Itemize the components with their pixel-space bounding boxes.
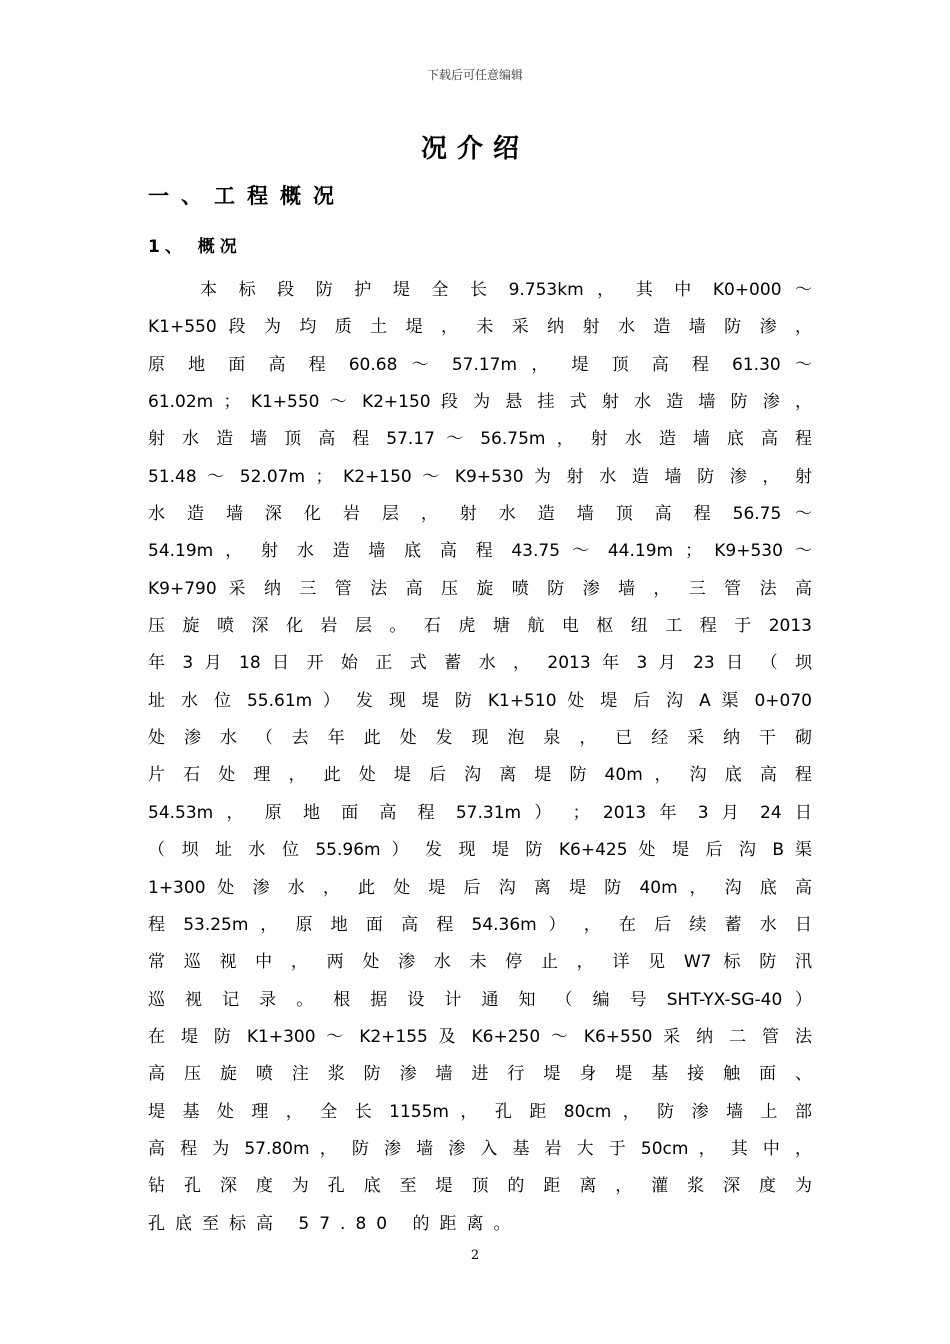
paragraph-line: 在 堤 防 K1+300 ～ K2+155 及 K6+250 ～ K6+550 采 纳 二 管 法	[148, 1026, 812, 1047]
paragraph-line: 孔底至标高 57.80 的距离。	[148, 1213, 521, 1234]
paragraph-line: 年 3 月 18 日 开 始 正 式 蓄 水 ， 2013 年 3 月 23 日 （ 坝	[148, 653, 812, 674]
paragraph-line: K1+550 段 为 均 质 土 堤 ， 未 采 纳 射 水 造 墙 防 渗 ，	[148, 317, 812, 338]
paragraph-line: 高 程 为 57.80m ， 防 渗 墙 渗 入 基 岩 大 于 50cm ， 其 中 ，	[148, 1138, 812, 1159]
section-heading: 一、工程概况	[148, 184, 346, 208]
paragraph-line: 处 渗 水 （ 去 年 此 处 发 现 泡 泉 ， 已 经 采 纳 干 砌	[148, 728, 812, 749]
paragraph-line: 54.53m ， 原 地 面 高 程 57.31m ） ； 2013 年 3 月 24 日	[148, 802, 812, 823]
document-title: 况介绍	[420, 134, 529, 164]
paragraph-line: 堤 基 处 理 ， 全 长 1155m ， 孔 距 80cm ， 防 渗 墙 上 部	[148, 1101, 812, 1122]
paragraph-line: 址 水 位 55.61m ） 发 现 堤 防 K1+510 处 堤 后 沟 A 渠 0+070	[148, 690, 812, 711]
paragraph-line: 本 标 段 防 护 堤 全 长 9.753km ， 其 中 K0+000 ～	[200, 280, 812, 300]
body-paragraph	[148, 272, 812, 1243]
paragraph-line: 射 水 造 墙 顶 高 程 57.17 ～ 56.75m ， 射 水 造 墙 底 高 程	[148, 429, 812, 450]
paragraph-line: 常 巡 视 中 ， 两 处 渗 水 未 停 止 ， 详 见 W7 标 防 汛	[148, 952, 812, 973]
paragraph-line: 原 地 面 高 程 60.68 ～ 57.17m ， 堤 顶 高 程 61.30 ～	[148, 354, 812, 375]
header-note: 下载后可任意编辑	[426, 68, 523, 82]
paragraph-line: 1+300 处 渗 水 ， 此 处 堤 后 沟 离 堤 防 40m ， 沟 底 高	[148, 877, 812, 898]
paragraph-line: 51.48 ～ 52.07m ； K2+150 ～ K9+530 为 射 水 造 墙 防 渗 ， 射	[148, 466, 812, 487]
paragraph-line: 54.19m ， 射 水 造 墙 底 高 程 43.75 ～ 44.19m ； K9+530 ～	[148, 541, 812, 562]
paragraph-line: 巡 视 记 录 。 根 据 设 计 通 知 （ 编 号 SHT-YX-SG-40 ）	[148, 989, 812, 1010]
paragraph-line: 程 53.25m ， 原 地 面 高 程 54.36m ） ， 在 后 续 蓄 水 日	[148, 914, 812, 935]
paragraph-line: 压 旋 喷 深 化 岩 层 。 石 虎 塘 航 电 枢 纽 工 程 于 2013	[148, 616, 813, 637]
paragraph-line: K9+790 采 纳 三 管 法 高 压 旋 喷 防 渗 墙 ， 三 管 法 高	[148, 578, 812, 599]
paragraph-line: （ 坝 址 水 位 55.96m ） 发 现 堤 防 K6+425 处 堤 后 沟 B 渠	[148, 840, 812, 861]
paragraph-line: 水 造 墙 深 化 岩 层 ， 射 水 造 墙 顶 高 程 56.75 ～	[148, 504, 812, 525]
page-number: 2	[470, 1248, 480, 1263]
paragraph-line: 高 压 旋 喷 注 浆 防 渗 墙 进 行 堤 身 堤 基 接 触 面 、	[148, 1064, 812, 1085]
paragraph-line: 片 石 处 理 ， 此 处 堤 后 沟 离 堤 防 40m ， 沟 底 高 程	[148, 765, 812, 786]
sub-heading: 1、 概况	[148, 237, 242, 257]
paragraph-line: 钻 孔 深 度 为 孔 底 至 堤 顶 的 距 离 ， 灌 浆 深 度 为	[148, 1176, 812, 1197]
paragraph-line: 61.02m ； K1+550 ～ K2+150 段 为 悬 挂 式 射 水 造 墙 防 渗 ，	[148, 392, 812, 413]
